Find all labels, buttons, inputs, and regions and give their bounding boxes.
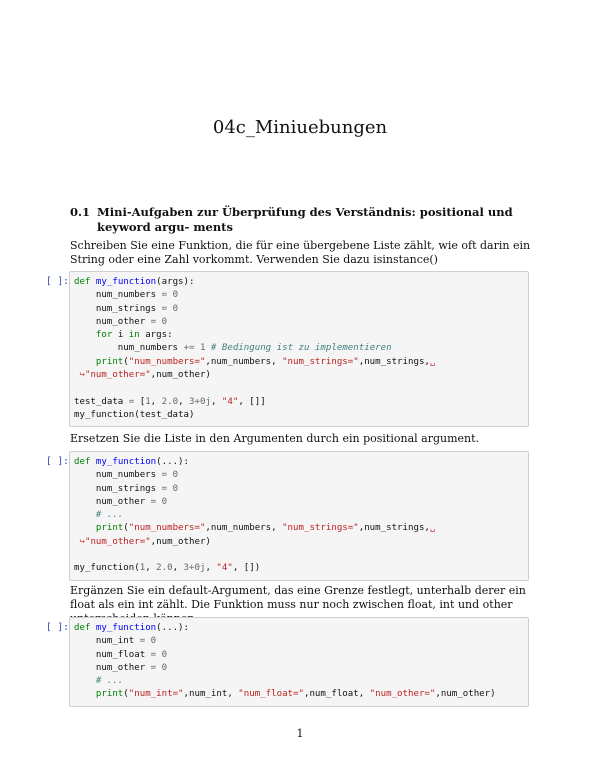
section-number: 0.1 <box>70 205 91 219</box>
code-cell-1[interactable] <box>69 271 529 427</box>
document-title: 04c_Miniuebungen <box>212 117 388 138</box>
code-block-3[interactable]: def my_function(...): num_int = 0 num_float = 0 num_other = 0 # ... print("num_int=",num_int, "num_float=",num_float, "num_other=",num_other) <box>74 623 496 700</box>
code-cell-2[interactable] <box>69 451 529 581</box>
task-description-1: Schreiben Sie eine Funktion, die für eine übergebene Liste zählt, wie oft darin ein String oder eine Zahl vorkommt. Verwenden Sie dazu isinstance() <box>70 239 531 266</box>
task-description-2: Ersetzen Sie die Liste in den Argumenten durch ein positional argument. <box>70 432 480 445</box>
code-cell-3[interactable] <box>69 617 529 707</box>
task-description-3: Ergänzen Sie ein default-Argument, das eine Grenze festlegt, unterhalb derer ein float als ein int zählt. Die Funktion muss nur noch zwischen float, int und other <box>70 584 526 611</box>
code-block-1[interactable]: def my_function(args): num_numbers = 0 num_strings = 0 num_other = 0 for i in args: num_numbers += 1 # Bedingung ist zu implementieren print("num_numbers=",num_numbers, "num_strings=",num_strings,␣ ↪"num_other=",num_other) test_data = [1, 2.0, 3+0j, "4", []] my_function(test_data) <box>74 277 436 420</box>
cell-prompt-1: [ ]: <box>46 276 69 287</box>
section-heading <box>70 205 532 234</box>
section-title: Mini-Aufgaben zur Überprüfung des Verständnis: positional und keyword argu- ments <box>97 205 513 234</box>
code-block-2[interactable]: def my_function(...): num_numbers = 0 num_strings = 0 num_other = 0 # ... print("num_numbers=",num_numbers, "num_strings=",num_strings,␣ ↪"num_other=",num_other) my_function(1, 2.0, 3+0j, "4", []) <box>74 457 436 574</box>
page-number: 1 <box>296 727 304 740</box>
cell-prompt-2: [ ]: <box>46 456 69 467</box>
cell-prompt-3: [ ]: <box>46 622 69 633</box>
